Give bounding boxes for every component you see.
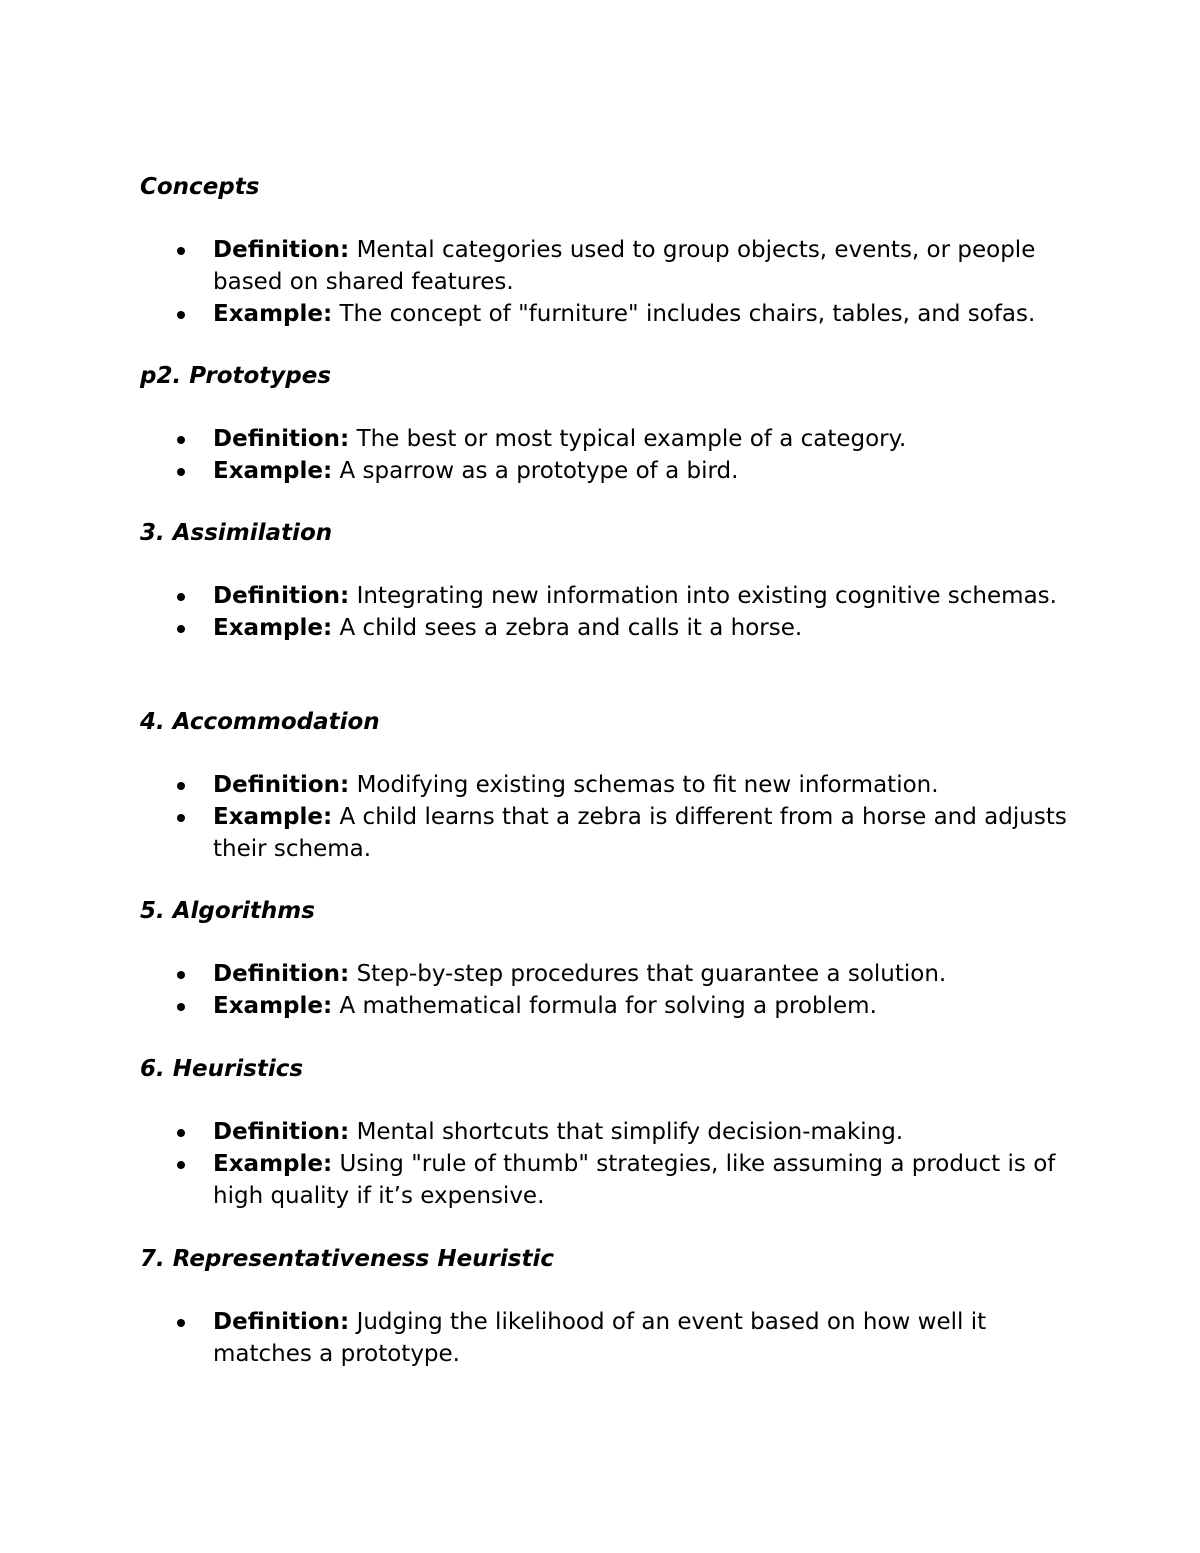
- list-item: [140, 234, 1073, 298]
- bullet-list: [140, 1306, 1080, 1370]
- item-text: A mathematical formula for solving a problem.: [339, 993, 877, 1019]
- item-text: Judging the likelihood of an event based on how well it matches a prototype.: [213, 1309, 987, 1367]
- section-algorithms: [140, 895, 1080, 1022]
- list-item: [140, 455, 1073, 487]
- item-term: Definition:: [213, 961, 350, 987]
- list-item: [140, 298, 1073, 330]
- bullet-icon: [177, 1129, 185, 1137]
- bullet-list: [140, 769, 1080, 865]
- item-term: Definition:: [213, 583, 350, 609]
- bullet-icon: [177, 1161, 185, 1169]
- item-text: A sparrow as a prototype of a bird.: [339, 458, 739, 484]
- item-text: Integrating new information into existing cognitive schemas.: [356, 583, 1057, 609]
- section-representativeness-heuristic: [140, 1243, 1080, 1370]
- item-term: Example:: [213, 301, 333, 327]
- item-text: The best or most typical example of a category.: [356, 426, 907, 452]
- bullet-icon: [177, 247, 185, 255]
- section-concepts: [140, 171, 1080, 330]
- item-term: Example:: [213, 458, 333, 484]
- bullet-icon: [177, 1319, 185, 1327]
- bullet-list: [140, 423, 1080, 487]
- section-prototypes: [140, 360, 1080, 487]
- bullet-icon: [177, 468, 185, 476]
- list-item: [140, 769, 1073, 801]
- list-item: [140, 1306, 1073, 1370]
- bullet-icon: [177, 782, 185, 790]
- item-term: Definition:: [213, 1309, 350, 1335]
- item-text: Using "rule of thumb" strategies, like assuming a product is of high quality if it’s expensive.: [213, 1151, 1056, 1209]
- list-item: [140, 1148, 1073, 1212]
- list-item: [140, 612, 1073, 644]
- section-accommodation: [140, 706, 1080, 865]
- list-item: [140, 990, 1073, 1022]
- bullet-list: [140, 580, 1080, 644]
- section-heading: p2. Prototypes: [140, 363, 332, 389]
- bullet-icon: [177, 1003, 185, 1011]
- item-text: Modifying existing schemas to fit new information.: [356, 772, 939, 798]
- bullet-list: [140, 958, 1080, 1022]
- section-assimilation: [140, 517, 1080, 644]
- bullet-icon: [177, 436, 185, 444]
- item-term: Definition:: [213, 426, 350, 452]
- bullet-icon: [177, 311, 185, 319]
- item-term: Example:: [213, 993, 333, 1019]
- section-heading: 6. Heuristics: [140, 1056, 304, 1082]
- list-item: [140, 580, 1073, 612]
- item-term: Definition:: [213, 772, 350, 798]
- list-item: [140, 423, 1073, 455]
- item-text: A child learns that a zebra is different from a horse and adjusts their schema.: [213, 804, 1067, 862]
- item-text: Step-by-step procedures that guarantee a solution.: [356, 961, 947, 987]
- item-term: Definition:: [213, 237, 350, 263]
- item-term: Example:: [213, 804, 333, 830]
- bullet-icon: [177, 593, 185, 601]
- section-heading: 4. Accommodation: [140, 709, 380, 735]
- list-item: [140, 958, 1073, 990]
- section-heading: Concepts: [140, 174, 260, 200]
- item-text: The concept of "furniture" includes chairs, tables, and sofas.: [339, 301, 1036, 327]
- list-item: [140, 1116, 1073, 1148]
- bullet-list: [140, 1116, 1080, 1212]
- item-text: A child sees a zebra and calls it a horse.: [339, 615, 803, 641]
- item-text: Mental shortcuts that simplify decision-making.: [356, 1119, 904, 1145]
- bullet-list: [140, 234, 1080, 330]
- section-heading: 5. Algorithms: [140, 898, 315, 924]
- list-item: [140, 801, 1073, 865]
- item-term: Definition:: [213, 1119, 350, 1145]
- bullet-icon: [177, 625, 185, 633]
- section-heuristics: [140, 1053, 1080, 1212]
- bullet-icon: [177, 814, 185, 822]
- item-text: Mental categories used to group objects, events, or people based on shared features.: [213, 237, 1036, 295]
- section-heading: 7. Representativeness Heuristic: [140, 1246, 554, 1272]
- section-heading: 3. Assimilation: [140, 520, 333, 546]
- item-term: Example:: [213, 1151, 333, 1177]
- item-term: Example:: [213, 615, 333, 641]
- bullet-icon: [177, 971, 185, 979]
